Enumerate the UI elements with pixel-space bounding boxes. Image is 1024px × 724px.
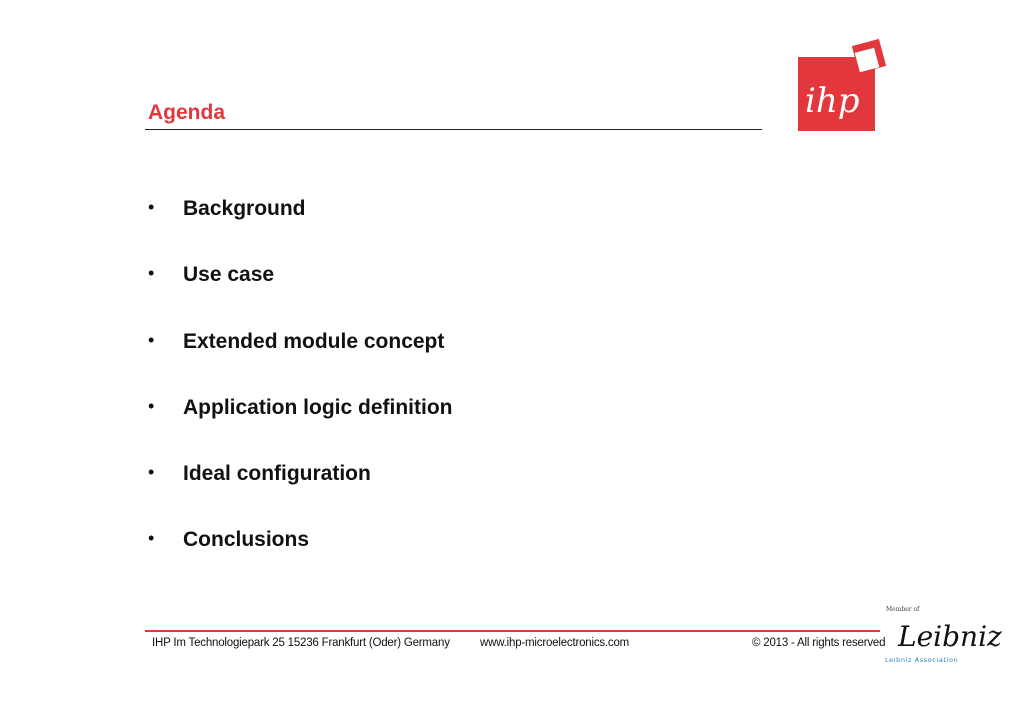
ihp-logo xyxy=(795,40,885,135)
bullet: • xyxy=(148,197,155,217)
leibniz-wordmark: Leibniz xyxy=(898,620,1002,653)
agenda-item xyxy=(145,263,452,329)
footer-copyright: © 2013 - All rights reserved xyxy=(752,637,886,649)
agenda-list xyxy=(145,197,452,595)
ihp-logo-text: ihp xyxy=(805,81,860,121)
agenda-item xyxy=(145,197,452,263)
bullet: • xyxy=(148,395,155,416)
agenda-item xyxy=(145,396,452,462)
title-divider xyxy=(145,129,762,130)
agenda-item-label: Extended module concept xyxy=(183,329,445,353)
footer-website: www.ihp-microelectronics.com xyxy=(480,637,630,649)
bullet: • xyxy=(148,528,155,549)
bullet: • xyxy=(148,329,155,350)
agenda-item-label: Conclusions xyxy=(183,528,310,552)
agenda-item xyxy=(145,330,452,396)
agenda-item xyxy=(145,528,452,594)
footer-divider xyxy=(145,630,880,632)
agenda-item-label: Ideal configuration xyxy=(183,462,371,486)
leibniz-member-of: Member of xyxy=(886,606,920,613)
bullet: • xyxy=(148,462,155,483)
leibniz-association: Leibniz Association xyxy=(885,656,959,664)
leibniz-logo xyxy=(880,600,1002,675)
agenda-item-label: Background xyxy=(183,197,306,220)
agenda-item-label: Use case xyxy=(183,263,275,287)
slide-title: Agenda xyxy=(148,101,226,124)
agenda-item-label: Application logic definition xyxy=(183,395,453,419)
agenda-item xyxy=(145,462,452,528)
footer-address: IHP Im Technologiepark 25 15236 Frankfurt (Oder) Germany xyxy=(152,637,450,649)
bullet: • xyxy=(148,263,155,284)
